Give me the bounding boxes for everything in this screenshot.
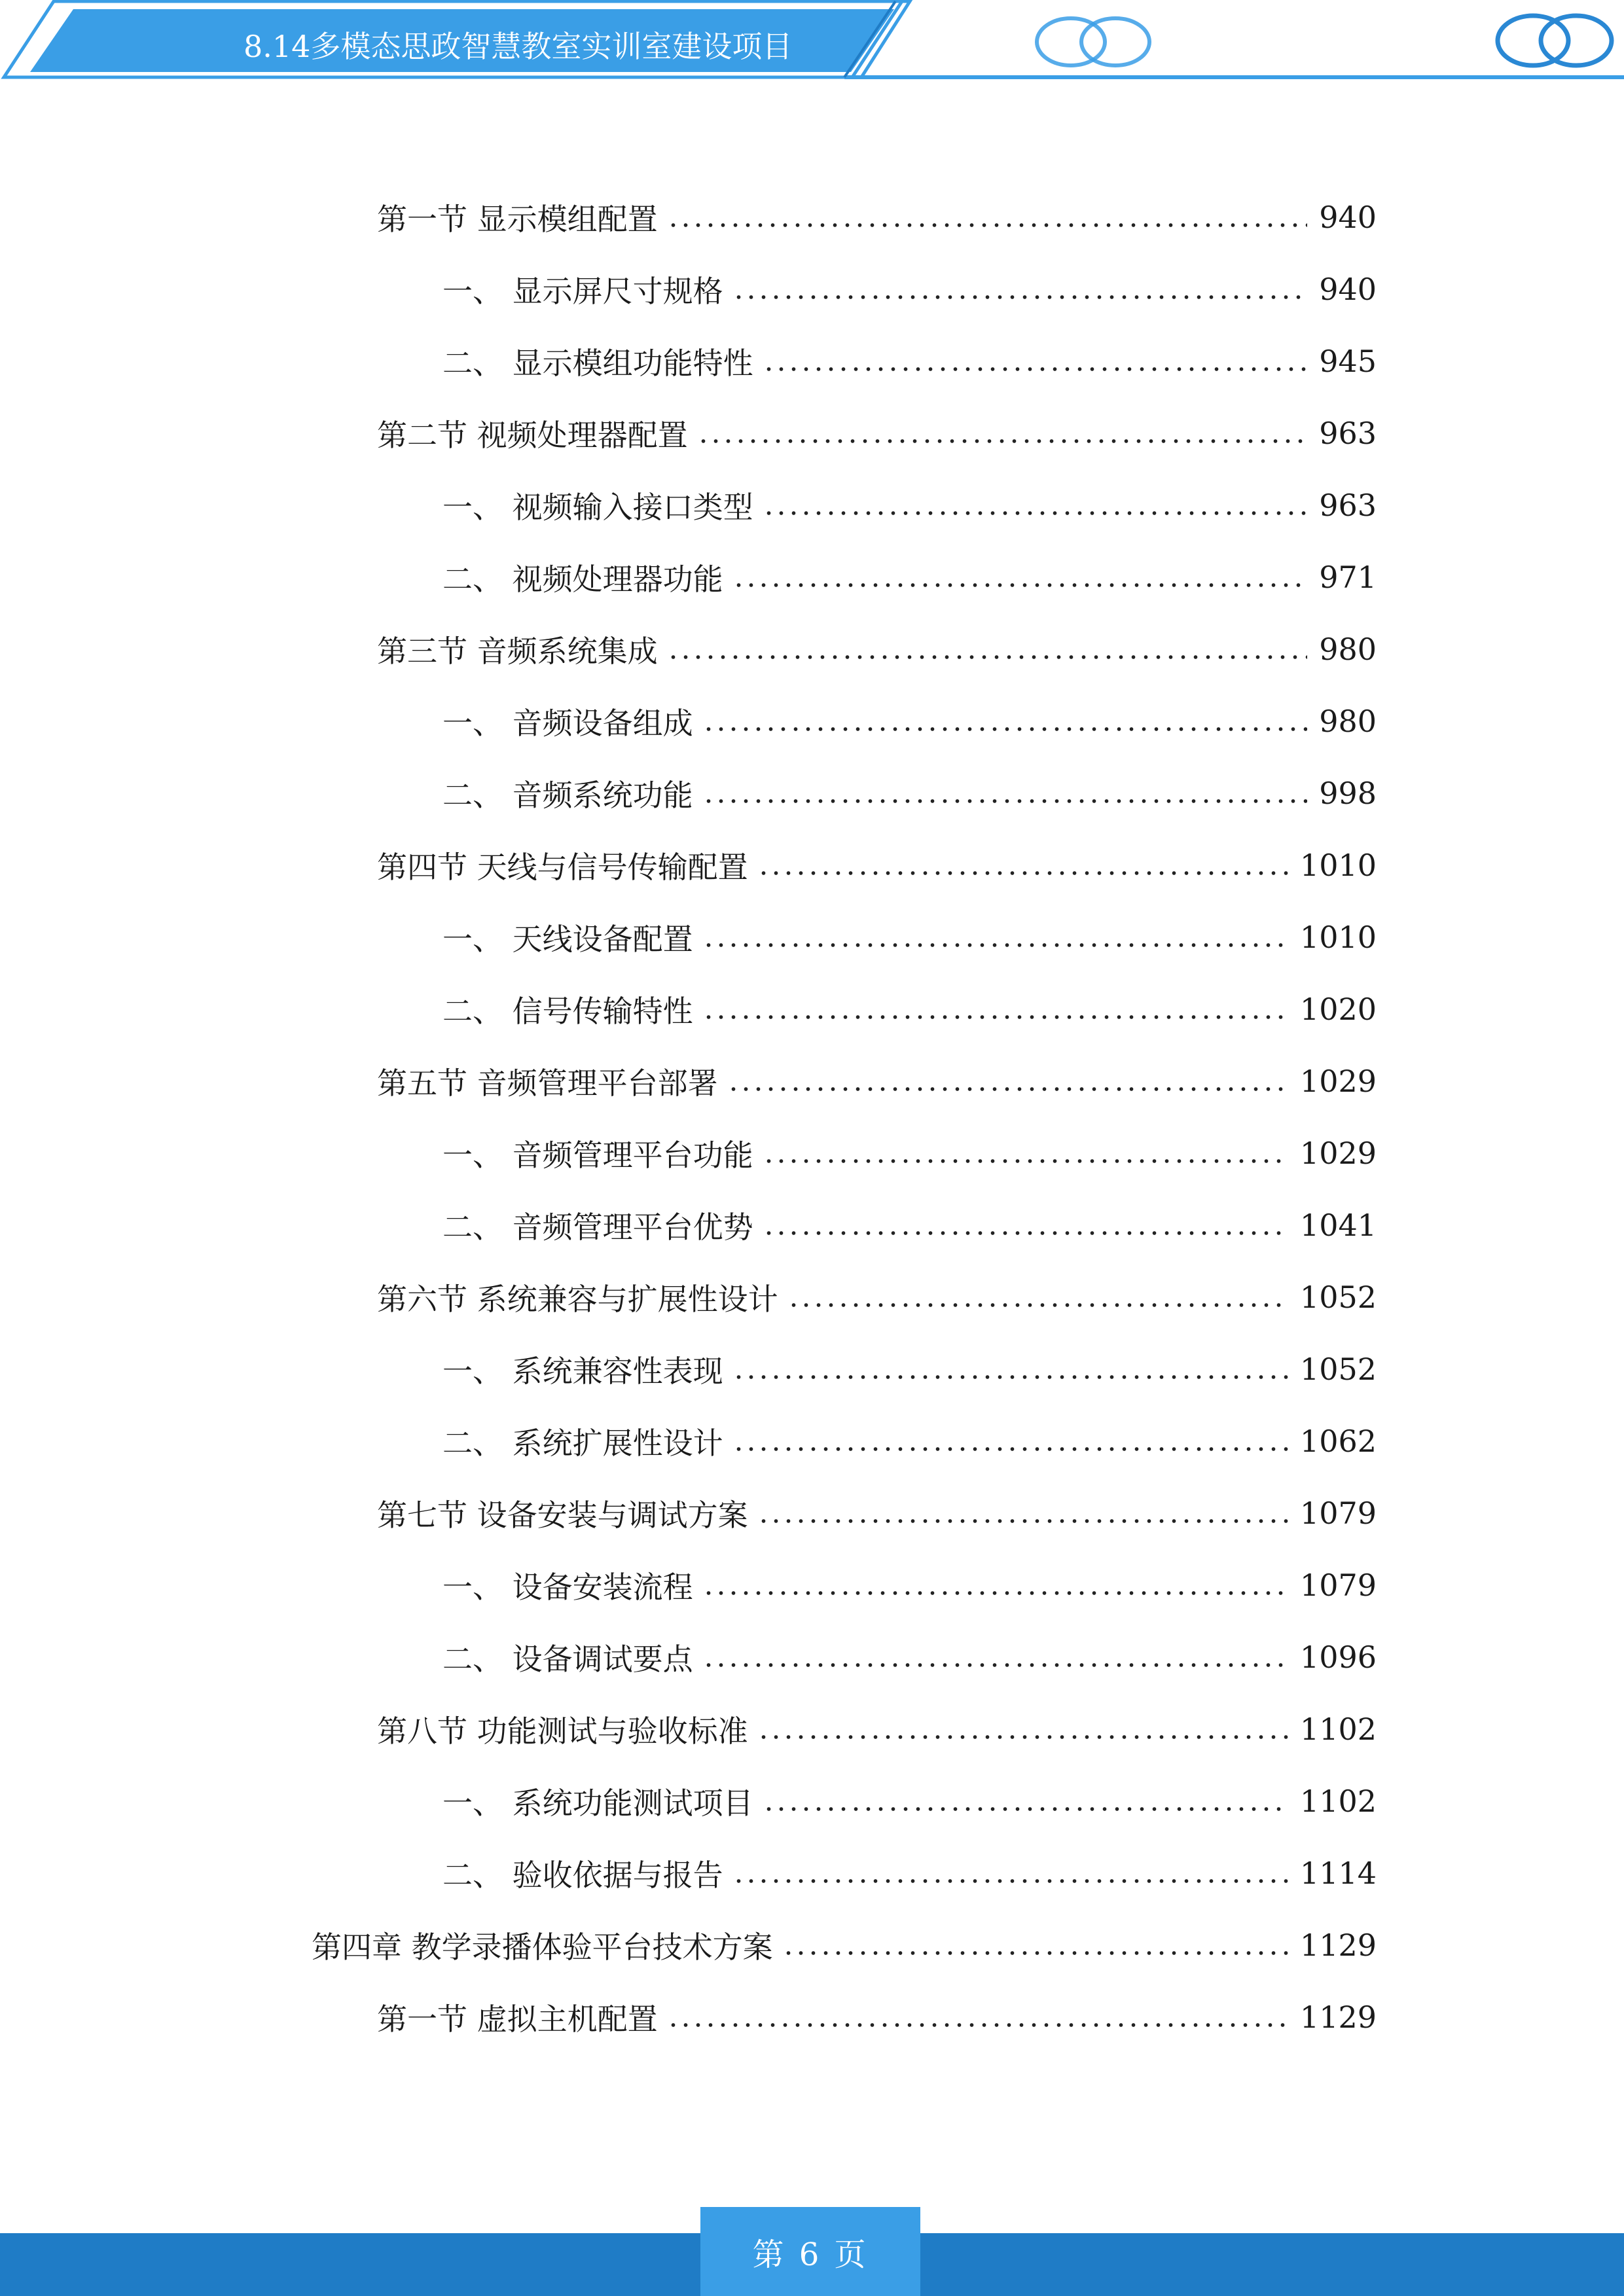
toc-entry[interactable] — [442, 698, 1377, 744]
toc-entry[interactable] — [377, 842, 1377, 888]
toc-entry[interactable] — [442, 914, 1377, 960]
toc-entry[interactable] — [377, 1706, 1377, 1752]
toc-dot-leader — [732, 295, 1308, 299]
toc-entry-label: 第七节 设备安装与调试方案 — [377, 1492, 757, 1535]
toc-dot-leader — [697, 439, 1308, 443]
toc-entry-label: 一、 音频管理平台功能 — [442, 1132, 763, 1175]
toc-entry-label: 二、 验收依据与报告 — [442, 1852, 732, 1895]
toc-entry-label: 第四章 教学录播体验平台技术方案 — [312, 1924, 782, 1967]
toc-dot-leader — [782, 1951, 1288, 1955]
toc-entry-page: 1010 — [1299, 920, 1377, 955]
toc-entry-page: 980 — [1319, 704, 1377, 739]
toc-entry-label: 二、 设备调试要点 — [442, 1636, 702, 1679]
toc-dot-leader — [732, 1879, 1288, 1883]
toc-entry-page: 1096 — [1299, 1640, 1377, 1675]
toc-dot-leader — [732, 1447, 1288, 1451]
toc-entry[interactable] — [377, 194, 1377, 240]
toc-entry-label: 二、 系统扩展性设计 — [442, 1420, 732, 1463]
toc-entry[interactable] — [312, 1922, 1377, 1968]
toc-entry[interactable] — [442, 482, 1377, 528]
toc-entry[interactable] — [442, 1778, 1377, 1824]
toc-entry-label: 二、 信号传输特性 — [442, 988, 702, 1031]
toc-entry-label: 第三节 音频系统集成 — [377, 628, 667, 671]
toc-entry[interactable] — [377, 410, 1377, 456]
toc-entry-label: 一、 系统功能测试项目 — [442, 1780, 763, 1823]
toc-dot-leader — [757, 1519, 1288, 1523]
toc-dot-leader — [757, 1735, 1288, 1739]
toc-dot-leader — [667, 2023, 1288, 2027]
toc-dot-leader — [763, 1231, 1288, 1235]
toc-entry-label: 第六节 系统兼容与扩展性设计 — [377, 1276, 787, 1319]
toc-entry-label: 第四节 天线与信号传输配置 — [377, 844, 757, 887]
toc-entry[interactable] — [442, 1418, 1377, 1464]
toc-entry-label: 一、 音频设备组成 — [442, 700, 702, 743]
toc-entry[interactable] — [377, 1274, 1377, 1320]
toc-dot-leader — [732, 583, 1308, 587]
toc-entry-label: 一、 显示屏尺寸规格 — [442, 268, 732, 311]
toc-entry-label: 一、 设备安装流程 — [442, 1564, 702, 1607]
toc-dot-leader — [702, 727, 1308, 731]
toc-entry[interactable] — [442, 266, 1377, 312]
toc-entry-label: 一、 视频输入接口类型 — [442, 484, 763, 527]
toc-entry-page: 1129 — [1299, 2000, 1377, 2035]
toc-entry-page: 1129 — [1299, 1928, 1377, 1963]
toc-entry[interactable] — [442, 1850, 1377, 1896]
toc-entry[interactable] — [442, 1202, 1377, 1248]
toc-entry-page: 971 — [1319, 560, 1377, 595]
toc-dot-leader — [667, 223, 1308, 227]
toc-entry[interactable] — [442, 1562, 1377, 1608]
toc-entry-page: 1020 — [1299, 992, 1377, 1027]
toc-entry-page: 1052 — [1299, 1352, 1377, 1387]
toc-entry[interactable] — [377, 1058, 1377, 1104]
toc-entry-page: 1029 — [1299, 1064, 1377, 1099]
toc-dot-leader — [763, 1159, 1288, 1163]
toc-entry[interactable] — [377, 1490, 1377, 1536]
toc-entry[interactable] — [377, 626, 1377, 672]
toc-entry-label: 一、 天线设备配置 — [442, 916, 702, 959]
toc-entry[interactable] — [442, 986, 1377, 1032]
toc-dot-leader — [732, 1375, 1288, 1379]
toc-dot-leader — [787, 1303, 1288, 1307]
toc-dot-leader — [757, 871, 1288, 875]
page-header — [0, 0, 1624, 85]
toc-entry-page: 1029 — [1299, 1136, 1377, 1171]
double-ring-logo-icon — [1492, 12, 1617, 69]
toc-dot-leader — [702, 1591, 1288, 1595]
toc-entry-page: 1010 — [1299, 848, 1377, 883]
toc-entry-page: 1041 — [1299, 1208, 1377, 1243]
toc-entry[interactable] — [442, 338, 1377, 384]
toc-entry[interactable] — [377, 1994, 1377, 2040]
toc-entry-page: 980 — [1319, 632, 1377, 667]
toc-dot-leader — [727, 1087, 1288, 1091]
toc-entry-page: 1079 — [1299, 1496, 1377, 1531]
toc-entry-page: 1079 — [1299, 1568, 1377, 1603]
toc-entry-page: 1102 — [1299, 1712, 1377, 1747]
toc-entry-label: 二、 视频处理器功能 — [442, 556, 732, 599]
toc-entry[interactable] — [442, 1130, 1377, 1176]
footer-page-tab — [700, 2207, 920, 2296]
toc-entry[interactable] — [442, 554, 1377, 600]
toc-entry-label: 第二节 视频处理器配置 — [377, 412, 697, 455]
toc-entry-page: 1102 — [1299, 1784, 1377, 1819]
toc-entry-label: 第一节 显示模组配置 — [377, 196, 667, 239]
header-title: 8.14多模态思政智慧教室实训室建设项目 — [244, 29, 793, 64]
toc-dot-leader — [763, 511, 1308, 515]
toc-entry-page: 1062 — [1299, 1424, 1377, 1459]
toc-entry-label: 二、 音频系统功能 — [442, 772, 702, 815]
toc-entry[interactable] — [442, 770, 1377, 816]
toc-entry-label: 第一节 虚拟主机配置 — [377, 1996, 667, 2039]
toc-entry-label: 二、 显示模组功能特性 — [442, 340, 763, 383]
toc-entry-page: 945 — [1319, 344, 1377, 379]
toc-entry[interactable] — [442, 1634, 1377, 1680]
toc-entry[interactable] — [442, 1346, 1377, 1392]
toc-dot-leader — [702, 1015, 1288, 1019]
toc-entry-page: 1114 — [1299, 1856, 1377, 1891]
toc-dot-leader — [763, 367, 1308, 371]
watermark-logo-icon — [1032, 14, 1156, 69]
toc-entry-page: 1052 — [1299, 1280, 1377, 1315]
toc-dot-leader — [702, 1663, 1288, 1667]
toc-entry-label: 一、 系统兼容性表现 — [442, 1348, 732, 1391]
toc-dot-leader — [763, 1807, 1288, 1811]
toc-entry-page: 963 — [1319, 488, 1377, 523]
toc-entry-label: 二、 音频管理平台优势 — [442, 1204, 763, 1247]
toc-dot-leader — [702, 943, 1288, 947]
toc-entry-page: 940 — [1319, 272, 1377, 307]
toc-entry-label: 第五节 音频管理平台部署 — [377, 1060, 727, 1103]
toc-dot-leader — [667, 655, 1308, 659]
toc-entry-page: 998 — [1319, 776, 1377, 811]
toc-entry-page: 940 — [1319, 200, 1377, 235]
toc-entry-label: 第八节 功能测试与验收标准 — [377, 1708, 757, 1751]
page-number: 第 6 页 — [752, 2236, 869, 2273]
toc-dot-leader — [702, 799, 1308, 803]
toc-entry-page: 963 — [1319, 416, 1377, 451]
